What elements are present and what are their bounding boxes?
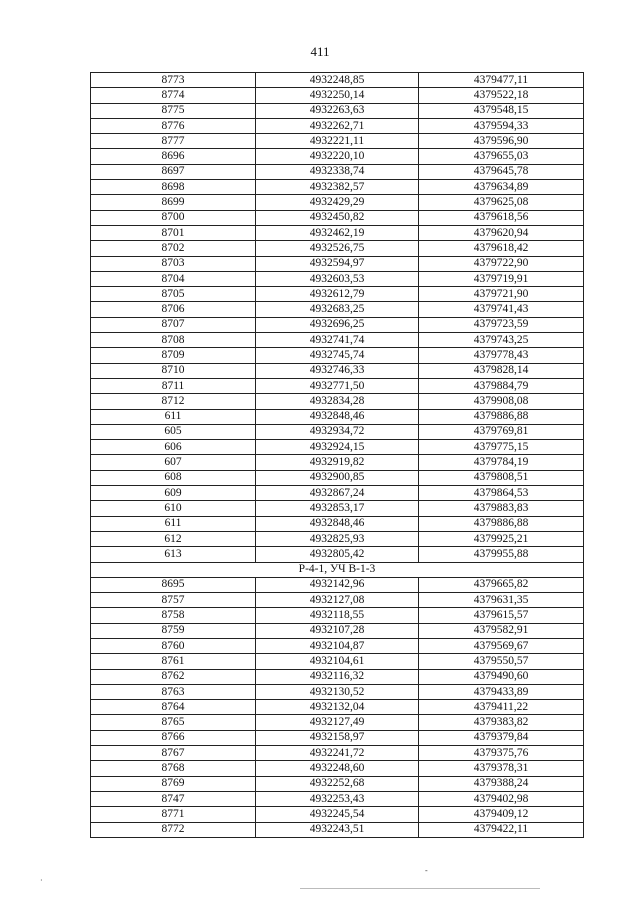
y-coordinate-cell: 4379409,12 xyxy=(419,807,584,822)
y-coordinate-cell: 4379769,81 xyxy=(419,424,584,439)
x-coordinate-cell: 4932253,43 xyxy=(256,791,419,806)
table-row xyxy=(91,225,584,240)
table-row xyxy=(91,684,584,699)
section-header-group xyxy=(91,562,584,577)
scan-speck: - xyxy=(425,866,428,875)
point-number-cell: 611 xyxy=(91,516,256,531)
x-coordinate-cell: 4932130,52 xyxy=(256,684,419,699)
x-coordinate-cell: 4932741,74 xyxy=(256,333,419,348)
point-number-cell: 605 xyxy=(91,424,256,439)
y-coordinate-cell: 4379721,90 xyxy=(419,287,584,302)
y-coordinate-cell: 4379383,82 xyxy=(419,715,584,730)
point-number-cell: 8759 xyxy=(91,623,256,638)
point-number-cell: 8705 xyxy=(91,287,256,302)
y-coordinate-cell: 4379743,25 xyxy=(419,333,584,348)
table-row xyxy=(91,486,584,501)
point-number-cell: 8703 xyxy=(91,256,256,271)
table-row xyxy=(91,638,584,653)
x-coordinate-cell: 4932919,82 xyxy=(256,455,419,470)
x-coordinate-cell: 4932248,85 xyxy=(256,73,419,88)
scan-speck: · xyxy=(40,876,43,885)
x-coordinate-cell: 4932252,68 xyxy=(256,776,419,791)
x-coordinate-cell: 4932221,11 xyxy=(256,134,419,149)
point-number-cell: 8707 xyxy=(91,317,256,332)
point-number-cell: 8775 xyxy=(91,103,256,118)
table-row xyxy=(91,501,584,516)
y-coordinate-cell: 4379522,18 xyxy=(419,88,584,103)
point-number-cell: 612 xyxy=(91,531,256,546)
point-number-cell: 8708 xyxy=(91,333,256,348)
x-coordinate-cell: 4932867,24 xyxy=(256,486,419,501)
x-coordinate-cell: 4932848,46 xyxy=(256,409,419,424)
y-coordinate-cell: 4379411,22 xyxy=(419,700,584,715)
y-coordinate-cell: 4379477,11 xyxy=(419,73,584,88)
point-number-cell: 8763 xyxy=(91,684,256,699)
y-coordinate-cell: 4379883,83 xyxy=(419,501,584,516)
x-coordinate-cell: 4932250,14 xyxy=(256,88,419,103)
y-coordinate-cell: 4379655,03 xyxy=(419,149,584,164)
table-row xyxy=(91,378,584,393)
point-number-cell: 610 xyxy=(91,501,256,516)
page-number: 411 xyxy=(310,44,330,59)
point-number-cell: 609 xyxy=(91,486,256,501)
y-coordinate-cell: 4379582,91 xyxy=(419,623,584,638)
y-coordinate-cell: 4379569,67 xyxy=(419,638,584,653)
y-coordinate-cell: 4379784,19 xyxy=(419,455,584,470)
table-row xyxy=(91,531,584,546)
table-row xyxy=(91,654,584,669)
table-row xyxy=(91,730,584,745)
point-number-cell: 613 xyxy=(91,547,256,562)
x-coordinate-cell: 4932848,46 xyxy=(256,516,419,531)
point-number-cell: 8696 xyxy=(91,149,256,164)
point-number-cell: 607 xyxy=(91,455,256,470)
x-coordinate-cell: 4932220,10 xyxy=(256,149,419,164)
x-coordinate-cell: 4932142,96 xyxy=(256,577,419,592)
page-bottom-line xyxy=(300,888,540,889)
y-coordinate-cell: 4379665,82 xyxy=(419,577,584,592)
point-number-cell: 8757 xyxy=(91,593,256,608)
y-coordinate-cell: 4379808,51 xyxy=(419,470,584,485)
y-coordinate-cell: 4379490,60 xyxy=(419,669,584,684)
x-coordinate-cell: 4932834,28 xyxy=(256,394,419,409)
x-coordinate-cell: 4932900,85 xyxy=(256,470,419,485)
point-number-cell: 8771 xyxy=(91,807,256,822)
y-coordinate-cell: 4379828,14 xyxy=(419,363,584,378)
table-row xyxy=(91,577,584,592)
x-coordinate-cell: 4932934,72 xyxy=(256,424,419,439)
y-coordinate-cell: 4379548,15 xyxy=(419,103,584,118)
table-row xyxy=(91,348,584,363)
x-coordinate-cell: 4932429,29 xyxy=(256,195,419,210)
point-number-cell: 8761 xyxy=(91,654,256,669)
x-coordinate-cell: 4932382,57 xyxy=(256,180,419,195)
point-number-cell: 8709 xyxy=(91,348,256,363)
x-coordinate-cell: 4932805,42 xyxy=(256,547,419,562)
point-number-cell: 8698 xyxy=(91,180,256,195)
x-coordinate-cell: 4932245,54 xyxy=(256,807,419,822)
section-header-row xyxy=(91,562,584,577)
x-coordinate-cell: 4932526,75 xyxy=(256,241,419,256)
point-number-cell: 8747 xyxy=(91,791,256,806)
y-coordinate-cell: 4379719,91 xyxy=(419,271,584,286)
x-coordinate-cell: 4932924,15 xyxy=(256,440,419,455)
table-row xyxy=(91,746,584,761)
x-coordinate-cell: 4932338,74 xyxy=(256,164,419,179)
y-coordinate-cell: 4379634,89 xyxy=(419,180,584,195)
table-row xyxy=(91,761,584,776)
y-coordinate-cell: 4379955,88 xyxy=(419,547,584,562)
table-row xyxy=(91,776,584,791)
x-coordinate-cell: 4932243,51 xyxy=(256,822,419,837)
x-coordinate-cell: 4932262,71 xyxy=(256,118,419,133)
table-row xyxy=(91,440,584,455)
point-number-cell: 8760 xyxy=(91,638,256,653)
x-coordinate-cell: 4932104,87 xyxy=(256,638,419,653)
table-row xyxy=(91,623,584,638)
table-row xyxy=(91,164,584,179)
table-row xyxy=(91,822,584,837)
table-row xyxy=(91,73,584,88)
y-coordinate-cell: 4379778,43 xyxy=(419,348,584,363)
table-row xyxy=(91,547,584,562)
y-coordinate-cell: 4379925,21 xyxy=(419,531,584,546)
table-row xyxy=(91,287,584,302)
x-coordinate-cell: 4932127,49 xyxy=(256,715,419,730)
x-coordinate-cell: 4932603,53 xyxy=(256,271,419,286)
x-coordinate-cell: 4932118,55 xyxy=(256,608,419,623)
x-coordinate-cell: 4932127,08 xyxy=(256,593,419,608)
x-coordinate-cell: 4932241,72 xyxy=(256,746,419,761)
point-number-cell: 8706 xyxy=(91,302,256,317)
table-row xyxy=(91,516,584,531)
table-row xyxy=(91,88,584,103)
y-coordinate-cell: 4379722,90 xyxy=(419,256,584,271)
x-coordinate-cell: 4932462,19 xyxy=(256,225,419,240)
y-coordinate-cell: 4379723,59 xyxy=(419,317,584,332)
point-number-cell: 8711 xyxy=(91,378,256,393)
y-coordinate-cell: 4379375,76 xyxy=(419,746,584,761)
point-number-cell: 8695 xyxy=(91,577,256,592)
table-row xyxy=(91,302,584,317)
table-row xyxy=(91,149,584,164)
point-number-cell: 8776 xyxy=(91,118,256,133)
point-number-cell: 8777 xyxy=(91,134,256,149)
section-label: Р-4-1, УЧ В-1-3 xyxy=(91,562,584,577)
point-number-cell: 8774 xyxy=(91,88,256,103)
table-row xyxy=(91,807,584,822)
point-number-cell: 8699 xyxy=(91,195,256,210)
point-number-cell: 8769 xyxy=(91,776,256,791)
point-number-cell: 8702 xyxy=(91,241,256,256)
table-row xyxy=(91,791,584,806)
table-row xyxy=(91,394,584,409)
table-row xyxy=(91,333,584,348)
y-coordinate-cell: 4379596,90 xyxy=(419,134,584,149)
table-row xyxy=(91,455,584,470)
x-coordinate-cell: 4932771,50 xyxy=(256,378,419,393)
table-row xyxy=(91,256,584,271)
point-number-cell: 8704 xyxy=(91,271,256,286)
point-number-cell: 606 xyxy=(91,440,256,455)
y-coordinate-cell: 4379884,79 xyxy=(419,378,584,393)
y-coordinate-cell: 4379631,35 xyxy=(419,593,584,608)
table-row xyxy=(91,180,584,195)
x-coordinate-cell: 4932132,04 xyxy=(256,700,419,715)
table-row xyxy=(91,608,584,623)
table-row xyxy=(91,424,584,439)
x-coordinate-cell: 4932683,25 xyxy=(256,302,419,317)
point-number-cell: 8758 xyxy=(91,608,256,623)
coordinates-table-body-section xyxy=(91,577,584,837)
y-coordinate-cell: 4379615,57 xyxy=(419,608,584,623)
table-row xyxy=(91,210,584,225)
table-row xyxy=(91,317,584,332)
y-coordinate-cell: 4379378,31 xyxy=(419,761,584,776)
table-row xyxy=(91,271,584,286)
y-coordinate-cell: 4379741,43 xyxy=(419,302,584,317)
y-coordinate-cell: 4379618,42 xyxy=(419,241,584,256)
point-number-cell: 8773 xyxy=(91,73,256,88)
y-coordinate-cell: 4379379,84 xyxy=(419,730,584,745)
y-coordinate-cell: 4379886,88 xyxy=(419,409,584,424)
table-row xyxy=(91,715,584,730)
point-number-cell: 8712 xyxy=(91,394,256,409)
y-coordinate-cell: 4379388,24 xyxy=(419,776,584,791)
x-coordinate-cell: 4932107,28 xyxy=(256,623,419,638)
table-row xyxy=(91,470,584,485)
y-coordinate-cell: 4379594,33 xyxy=(419,118,584,133)
y-coordinate-cell: 4379864,53 xyxy=(419,486,584,501)
point-number-cell: 8766 xyxy=(91,730,256,745)
point-number-cell: 8768 xyxy=(91,761,256,776)
point-number-cell: 608 xyxy=(91,470,256,485)
point-number-cell: 8700 xyxy=(91,210,256,225)
table-row xyxy=(91,103,584,118)
table-row xyxy=(91,118,584,133)
x-coordinate-cell: 4932263,63 xyxy=(256,103,419,118)
y-coordinate-cell: 4379422,11 xyxy=(419,822,584,837)
y-coordinate-cell: 4379625,08 xyxy=(419,195,584,210)
y-coordinate-cell: 4379433,89 xyxy=(419,684,584,699)
y-coordinate-cell: 4379645,78 xyxy=(419,164,584,179)
x-coordinate-cell: 4932248,60 xyxy=(256,761,419,776)
point-number-cell: 8772 xyxy=(91,822,256,837)
point-number-cell: 8701 xyxy=(91,225,256,240)
point-number-cell: 8710 xyxy=(91,363,256,378)
x-coordinate-cell: 4932696,25 xyxy=(256,317,419,332)
table-row xyxy=(91,134,584,149)
x-coordinate-cell: 4932612,79 xyxy=(256,287,419,302)
x-coordinate-cell: 4932746,33 xyxy=(256,363,419,378)
y-coordinate-cell: 4379620,94 xyxy=(419,225,584,240)
y-coordinate-cell: 4379618,56 xyxy=(419,210,584,225)
x-coordinate-cell: 4932594,97 xyxy=(256,256,419,271)
table-row xyxy=(91,669,584,684)
point-number-cell: 611 xyxy=(91,409,256,424)
x-coordinate-cell: 4932853,17 xyxy=(256,501,419,516)
point-number-cell: 8762 xyxy=(91,669,256,684)
point-number-cell: 8697 xyxy=(91,164,256,179)
y-coordinate-cell: 4379775,15 xyxy=(419,440,584,455)
table-row xyxy=(91,409,584,424)
point-number-cell: 8767 xyxy=(91,746,256,761)
table-row xyxy=(91,593,584,608)
table-row xyxy=(91,363,584,378)
x-coordinate-cell: 4932158,97 xyxy=(256,730,419,745)
point-number-cell: 8765 xyxy=(91,715,256,730)
y-coordinate-cell: 4379550,57 xyxy=(419,654,584,669)
x-coordinate-cell: 4932450,82 xyxy=(256,210,419,225)
x-coordinate-cell: 4932825,93 xyxy=(256,531,419,546)
coordinates-table xyxy=(90,72,584,838)
table-row xyxy=(91,241,584,256)
coordinates-table-body xyxy=(91,73,584,563)
x-coordinate-cell: 4932104,61 xyxy=(256,654,419,669)
y-coordinate-cell: 4379402,98 xyxy=(419,791,584,806)
x-coordinate-cell: 4932745,74 xyxy=(256,348,419,363)
table-row xyxy=(91,195,584,210)
x-coordinate-cell: 4932116,32 xyxy=(256,669,419,684)
table-row xyxy=(91,700,584,715)
y-coordinate-cell: 4379886,88 xyxy=(419,516,584,531)
y-coordinate-cell: 4379908,08 xyxy=(419,394,584,409)
point-number-cell: 8764 xyxy=(91,700,256,715)
